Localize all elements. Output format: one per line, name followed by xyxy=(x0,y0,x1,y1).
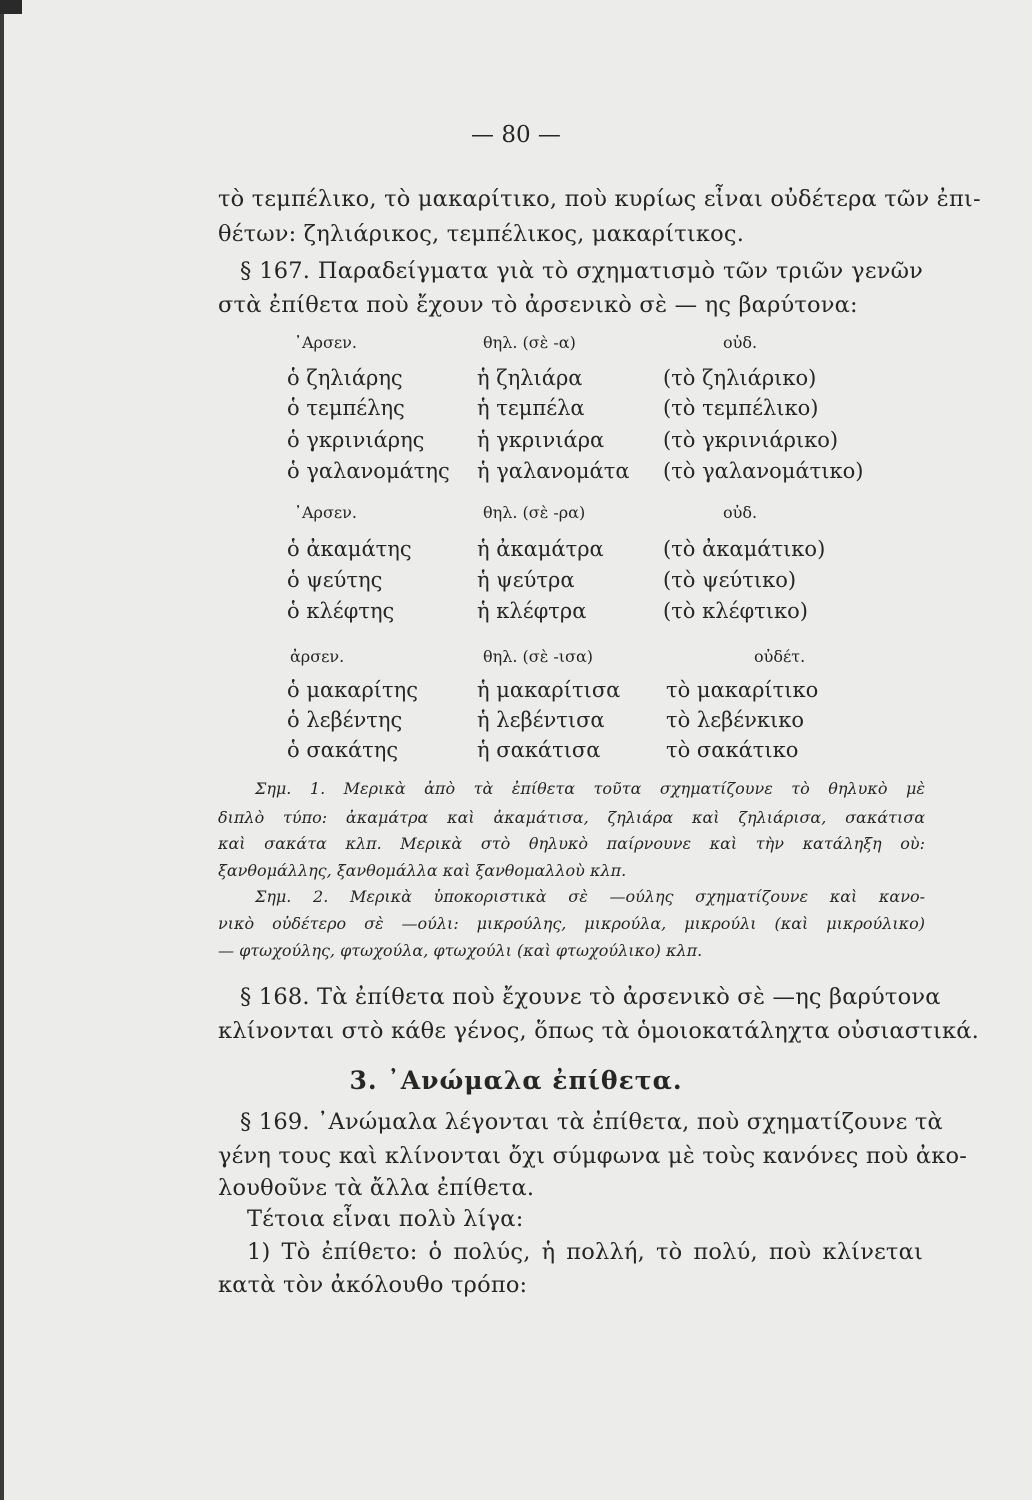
table3-cell: ὁ σακάτης xyxy=(287,738,399,762)
note1-line-4: ξανθομάλλης, ξανθομάλλα καὶ ξανθομαλλοὺ κλπ. xyxy=(218,861,627,880)
sec168-line-1: § 168. Τὰ ἐπίθετα ποὺ ἔχουνε τὸ ἀρσενικὸ σὲ —ης βαρύτονα xyxy=(240,984,941,1010)
sec167-line-2: στὰ ἐπίθετα ποὺ ἔχουν τὸ ἀρσενικὸ σὲ — ης βαρύτονα: xyxy=(218,292,858,318)
table1-cell: (τὸ τεμπέλικο) xyxy=(663,396,819,420)
table2-cell: (τὸ ἀκαμάτικο) xyxy=(663,537,826,561)
table2-cell: (τὸ ψεύτικο) xyxy=(663,568,797,592)
table2-cell: (τὸ κλέφτικο) xyxy=(663,599,808,623)
table2-cell: ἡ ψεύτρα xyxy=(477,568,575,592)
table1-cell: (τὸ ζηλιάρικο) xyxy=(663,366,817,390)
sec169-line-2: γένη τους καὶ κλίνονται ὄχι σύμφωνα μὲ τοὺς κανόνες ποὺ ἀκο- xyxy=(218,1143,968,1169)
table1-cell: ἡ ζηλιάρα xyxy=(477,366,583,390)
scan-corner xyxy=(0,0,22,14)
table1-header-fem: θηλ. (σὲ -α) xyxy=(483,333,576,352)
table2-cell: ὁ ἀκαμάτης xyxy=(287,537,412,561)
intro-line-1: τὸ τεμπέλικο, τὸ μακαρίτικο, ποὺ κυρίως εἶναι οὐδέτερα τῶν ἐπι- xyxy=(218,186,981,212)
sec169-line-1: § 169. ᾿Ανώμαλα λέγονται τὰ ἐπίθετα, ποὺ σχηματίζουνε τὰ xyxy=(240,1109,943,1135)
sec169-line-4: Τέτοια εἶναι πολὺ λίγα: xyxy=(247,1206,524,1232)
note1-line-1: Σημ. 1. Μερικὰ ἀπὸ τὰ ἐπίθετα τοῦτα σχηματίζουνε τὸ θηλυκὸ μὲ xyxy=(255,779,925,798)
table3-header-masc: ἀρσεν. xyxy=(290,647,345,666)
note1-line-3: καὶ σακάτα κλπ. Μερικὰ στὸ θηλυκὸ παίρνουνε καὶ τὴν κατάληξη οὺ: xyxy=(218,834,925,853)
table2-cell: ὁ ψεύτης xyxy=(287,568,383,592)
table3-cell: ὁ μακαρίτης xyxy=(287,678,418,702)
sec169-line-5: 1) Τὸ ἐπίθετο: ὁ πολύς, ἡ πολλή, τὸ πολύ, ποὺ κλίνεται xyxy=(247,1239,923,1265)
table1-cell: ὁ γαλανομάτης xyxy=(287,459,450,483)
sec167-line-1: § 167. Παραδείγματα γιὰ τὸ σχηματισμὸ τῶν τριῶν γενῶν xyxy=(240,258,923,284)
intro-line-2: θέτων: ζηλιάρικος, τεμπέλικος, μακαρίτικος. xyxy=(218,221,745,247)
table2-header-masc: ᾿Αρσεν. xyxy=(294,503,357,522)
sec169-line-6: κατὰ τὸν ἀκόλουθο τρόπο: xyxy=(218,1272,528,1298)
page-number: — 80 — xyxy=(471,122,561,148)
table1-header-masc: ᾿Αρσεν. xyxy=(294,333,357,352)
table2-header-neut: οὐδ. xyxy=(723,503,758,522)
table3-header-neut: οὐδέτ. xyxy=(754,647,806,666)
table2-header-fem: θηλ. (σὲ -ρα) xyxy=(483,503,586,522)
table1-cell: (τὸ γκρινιάρικο) xyxy=(663,428,839,452)
table3-header-fem: θηλ. (σὲ -ισα) xyxy=(483,647,594,666)
table1-cell: ἡ τεμπέλα xyxy=(477,396,585,420)
table1-cell: ἡ γαλανομάτα xyxy=(477,459,630,483)
table3-cell: τὸ σακάτικο xyxy=(666,738,799,762)
sec169-line-3: λουθοῦνε τὰ ἄλλα ἐπίθετα. xyxy=(218,1175,535,1201)
table2-cell: ἡ ἀκαμάτρα xyxy=(477,537,604,561)
table3-cell: ἡ λεβέντισα xyxy=(477,708,605,732)
note2-line-1: Σημ. 2. Μερικὰ ὑποκοριστικὰ σὲ —ούλης σχηματίζουνε καὶ κανο- xyxy=(255,887,925,906)
table1-cell: ὁ γκρινιάρης xyxy=(287,428,425,452)
note2-line-3: — φτωχούλης, φτωχούλα, φτωχούλι (καὶ φτωχούλικο) κλπ. xyxy=(218,941,703,960)
table2-cell: ὁ κλέφτης xyxy=(287,599,395,623)
table1-cell: (τὸ γαλανομάτικο) xyxy=(663,459,864,483)
table2-cell: ἡ κλέφτρα xyxy=(477,599,587,623)
sec168-line-2: κλίνονται στὸ κάθε γένος, ὅπως τὰ ὁμοιοκατάληχτα οὐσιαστικά. xyxy=(218,1018,980,1044)
table3-cell: τὸ λεβένκικο xyxy=(666,708,805,732)
table1-cell: ὁ ζηλιάρης xyxy=(287,366,403,390)
note2-line-2: νικὸ οὐδέτερο σὲ —ούλι: μικρούλης, μικρούλα, μικρούλι (καὶ μικρούλικο) xyxy=(218,914,925,933)
table3-cell: τὸ μακαρίτικο xyxy=(666,678,819,702)
table1-header-neut: οὐδ. xyxy=(723,333,758,352)
table3-cell: ἡ σακάτισα xyxy=(477,738,601,762)
note1-line-2: διπλὸ τύπο: ἀκαμάτρα καὶ ἀκαμάτισα, ζηλιάρα καὶ ζηλιάρισα, σακάτισα xyxy=(218,808,925,827)
section-heading: 3. ᾿Ανώμαλα ἐπίθετα. xyxy=(349,1066,683,1095)
table1-cell: ὁ τεμπέλης xyxy=(287,396,405,420)
table3-cell: ἡ μακαρίτισα xyxy=(477,678,621,702)
table1-cell: ἡ γκρινιάρα xyxy=(477,428,605,452)
table3-cell: ὁ λεβέντης xyxy=(287,708,403,732)
scan-edge xyxy=(0,0,4,1500)
